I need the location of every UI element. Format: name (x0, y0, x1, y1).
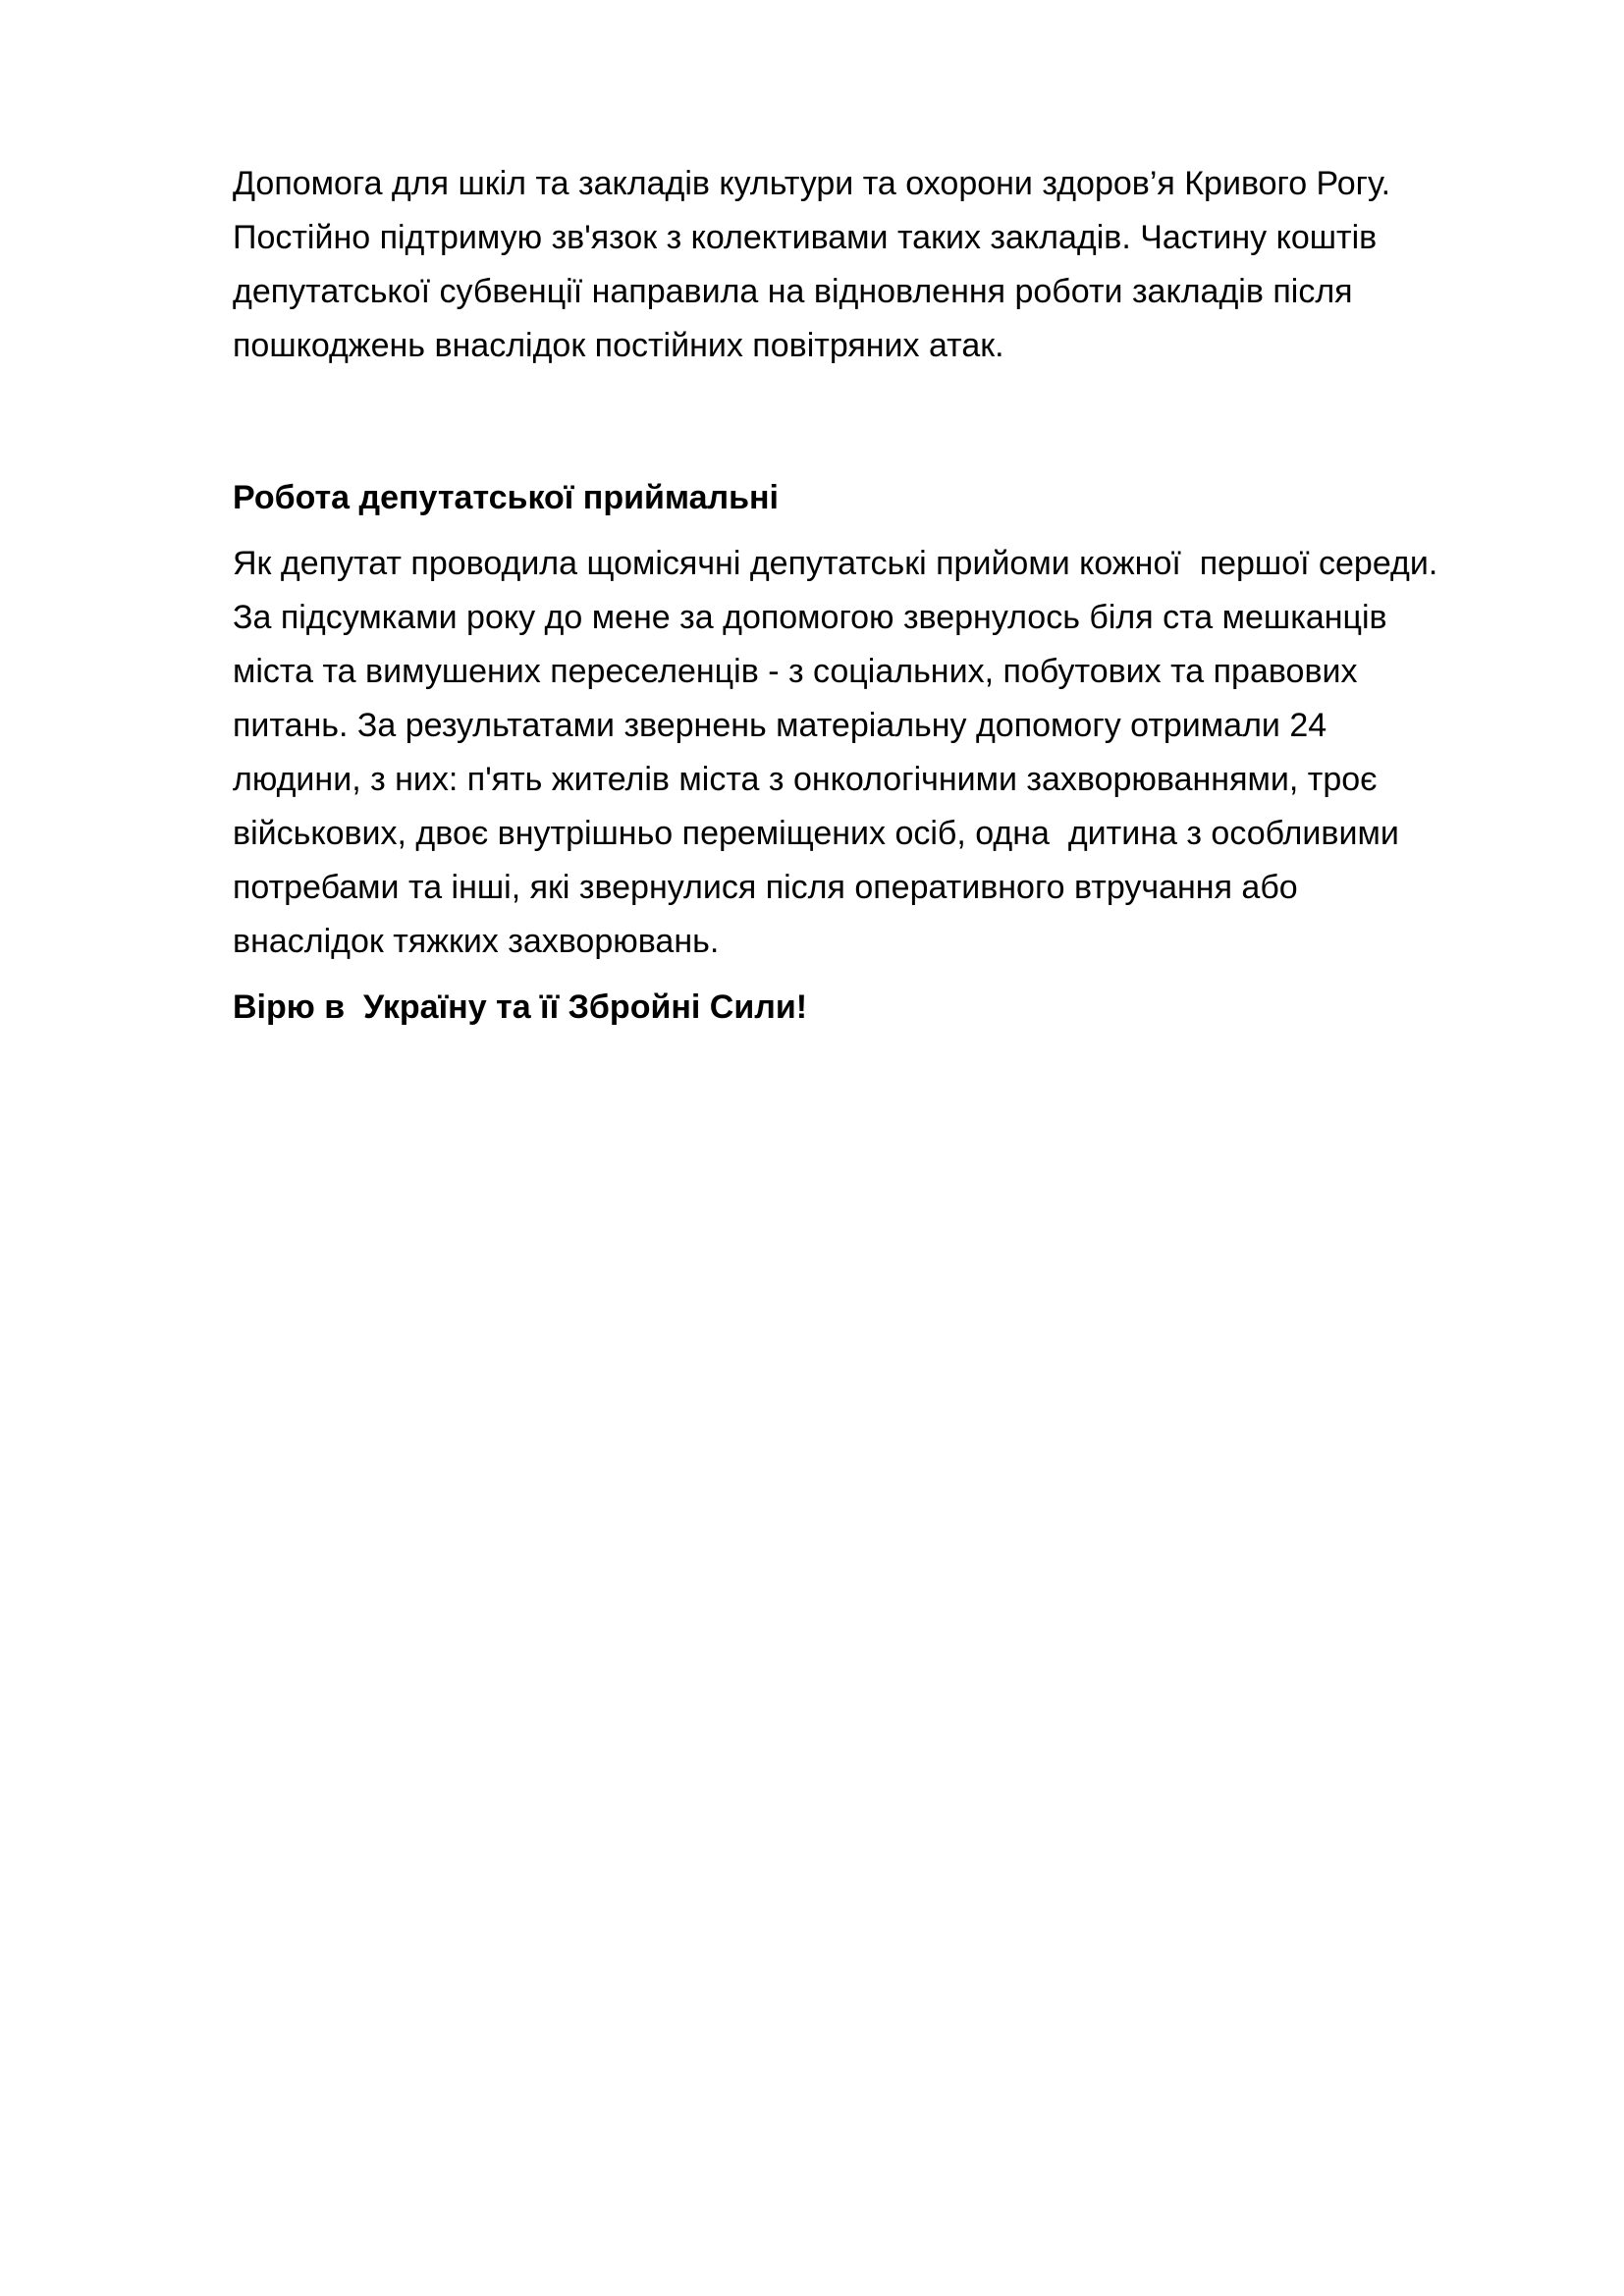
text-line: Як депутат проводила щомісячні депутатські прийоми кожної першої середи. (233, 545, 1438, 582)
text-line: міста та вимушених переселенців - з соціальних, побутових та правових (233, 653, 1358, 690)
text-line: Допомога для шкіл та закладів культури та охорони здоров’я Кривого Рогу. (233, 165, 1391, 202)
paragraph-healthcare-support (233, 157, 1529, 373)
paragraph-reception-work (233, 537, 1529, 969)
section-heading: Робота депутатської приймальні (233, 479, 780, 516)
text-line: потребами та інші, які звернулися після оперативного втручання або (233, 869, 1298, 906)
text-line: військових, двоє внутрішньо переміщених осіб, одна дитина з особливими (233, 815, 1399, 852)
text-line: Постійно підтримую зв'язок з колективами таких закладів. Частину коштів (233, 219, 1378, 256)
text-line: питань. За результатами звернень матеріальну допомогу отримали 24 (233, 707, 1327, 744)
text-line: За підсумками року до мене за допомогою звернулось біля ста мешканців (233, 599, 1387, 636)
text-line: депутатської субвенції направила на відновлення роботи закладів після (233, 273, 1353, 310)
closing-statement: Вірю в Україну та її Збройні Сили! (233, 988, 808, 1026)
text-line: людини, з них: п'ять жителів міста з онкологічними захворюваннями, троє (233, 761, 1378, 798)
text-line: пошкоджень внаслідок постійних повітряних атак. (233, 327, 1004, 364)
document-body (233, 157, 1529, 1035)
text-line: внаслідок тяжких захворювань. (233, 923, 720, 960)
